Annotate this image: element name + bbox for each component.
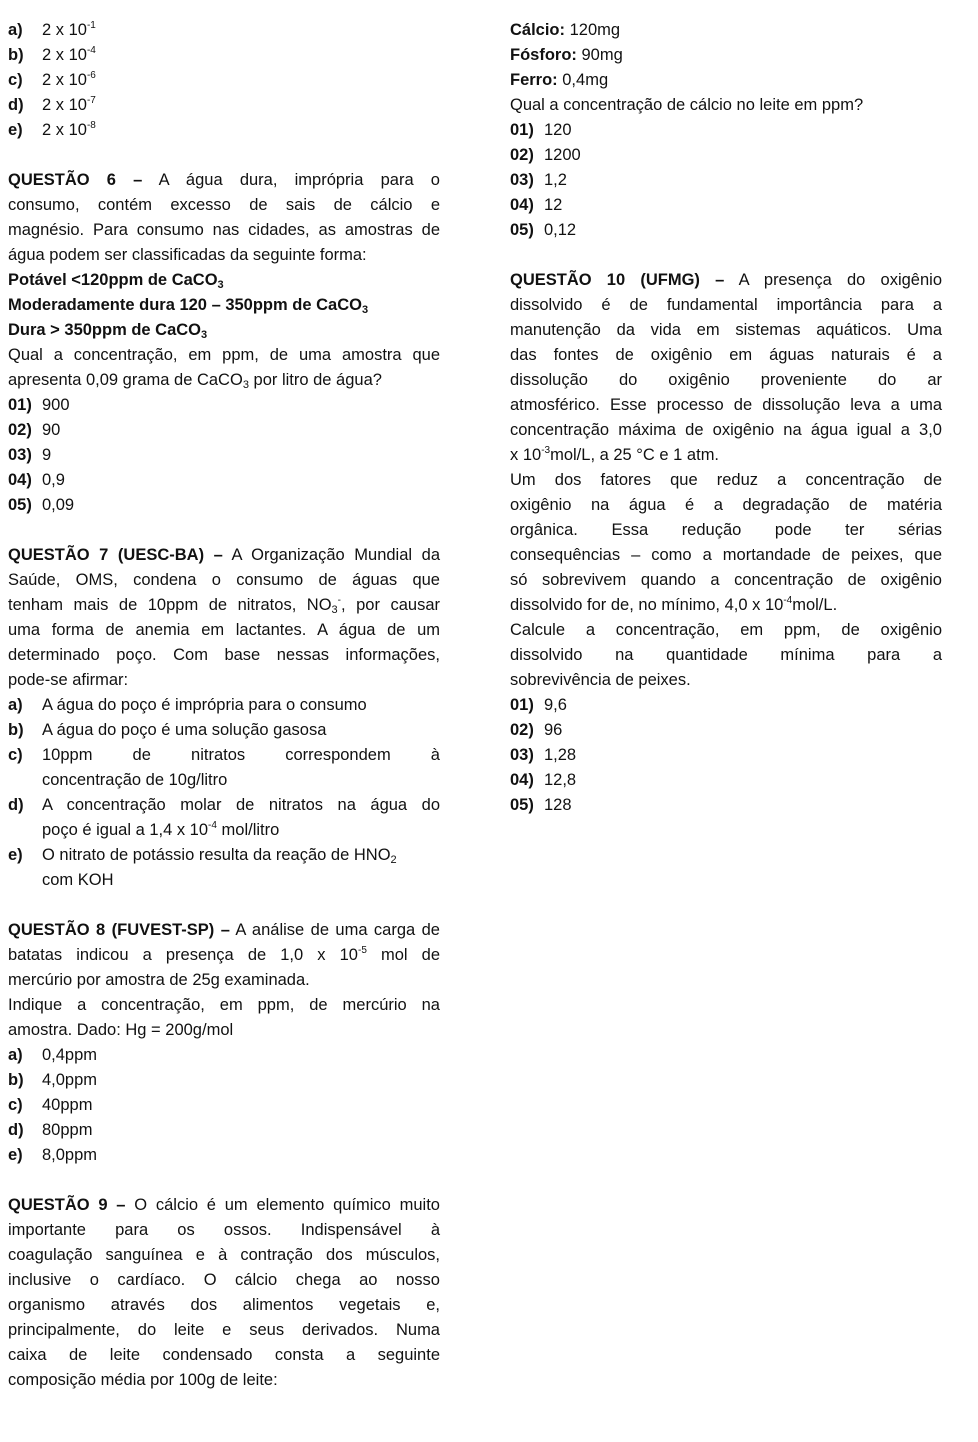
question-10-prompt: dissolvido na quantidade mínima para a	[510, 646, 942, 664]
question-8-prompt: Indique a concentração, em ppm, de mercúrio na	[8, 996, 440, 1014]
list-item: d) A concentração molar de nitratos na água do	[8, 796, 440, 814]
question-6-prompt: Qual a concentração, em ppm, de uma amostra que	[8, 346, 440, 364]
right-column	[510, 18, 942, 818]
list-item: b) 4,0ppm	[8, 1071, 98, 1089]
list-item: c) 40ppm	[8, 1096, 93, 1114]
list-item: 02) 96	[510, 721, 563, 739]
question-9-text: caixa de leite condensado consta a seguinte	[8, 1346, 440, 1364]
question-10-text: dissolução do oxigênio proveniente do ar	[510, 371, 942, 389]
question-7-text: determinado poço. Com base nessas informações,	[8, 646, 440, 664]
question-10-text: atmosférico. Esse processo de dissolução leva a uma	[510, 396, 942, 414]
question-10-text: consequências – como a mortandade de peixes, que	[510, 546, 942, 564]
question-10-text: só sobrevivem quando a concentração de oxigênio	[510, 571, 942, 589]
question-10-text: x $10^{-3}mol/L$, a 25 °C e 1 atm.	[510, 445, 720, 464]
list-item: 02) 1200	[510, 146, 581, 164]
question-10-text: orgânica. Essa redução pode ter sérias	[510, 521, 942, 539]
question-10-text: manutenção da vida em sistemas aquáticos. Uma	[510, 321, 942, 339]
list-item: a) A água do poço é imprópria para o consumo	[8, 696, 367, 714]
question-10-prompt: sobrevivência de peixes.	[510, 671, 691, 689]
list-item: e) 2 x $10^{-8}$	[8, 120, 96, 139]
list-item: 04) 12	[510, 196, 563, 214]
question-7-text: pode-se afirmar:	[8, 671, 129, 689]
question-9-prompt: Qual a concentração de cálcio no leite em ppm?	[510, 96, 864, 114]
question-9-heading: QUESTÃO 9 – O cálcio é um elemento químico muito	[8, 1196, 440, 1214]
question-8-prompt: amostra. Dado: Hg = 200g/mol	[8, 1021, 234, 1039]
list-item: 01) 900	[8, 396, 70, 414]
question-9-text: principalmente, do leite e seus derivados. Numa	[8, 1321, 440, 1339]
list-item: c) 10ppm de nitratos correspondem à	[8, 746, 440, 764]
list-item: 03) 1,28	[510, 746, 577, 764]
list-item: 03) 9	[8, 446, 52, 464]
question-9-text: importante para os ossos. Indispensável à	[8, 1221, 440, 1239]
question-6-text: água podem ser classificadas da seguinte forma:	[8, 246, 367, 264]
list-item: 02) 90	[8, 421, 61, 439]
question-9-text: coagulação sanguínea e à contração dos músculos,	[8, 1246, 440, 1264]
question-10-text: dissolvido for de, no mínimo, 4,0 x $10^{-4}mol/L$.	[510, 595, 838, 614]
class-potavel: Potável <120ppm de CaCO$_3$	[8, 271, 224, 291]
list-item: 04) 12,8	[510, 771, 577, 789]
list-item: 03) 1,2	[510, 171, 567, 189]
question-6-heading: QUESTÃO 6 – A água dura, imprópria para o	[8, 171, 440, 189]
question-10-text: concentração máxima de oxigênio na água igual a 3,0	[510, 421, 942, 439]
list-item: 05) 128	[510, 796, 572, 814]
left-column	[8, 18, 440, 1393]
question-10-prompt: Calcule a concentração, em ppm, de oxigênio	[510, 621, 942, 639]
list-item-continued: com KOH	[42, 871, 114, 889]
question-7-heading: QUESTÃO 7 (UESC-BA) – A Organização Mundial da	[8, 546, 440, 564]
list-item: c) 2 x $10^{-6}$	[8, 70, 96, 89]
question-10-text: das fontes de oxigênio em águas naturais é a	[510, 346, 942, 364]
composition-fosforo: Fósforo: 90mg	[510, 46, 623, 64]
list-item: d) 2 x $10^{-7}$	[8, 95, 96, 114]
question-7-text: tenham mais de 10ppm de nitratos, $NO_3^-$, por causar	[8, 595, 440, 616]
composition-ferro: Ferro: 0,4mg	[510, 71, 609, 89]
list-item: 04) 0,9	[8, 471, 65, 489]
list-item: d) 80ppm	[8, 1121, 93, 1139]
list-item: 01) 9,6	[510, 696, 567, 714]
list-item: b) 2 x $10^{-4}$	[8, 45, 96, 64]
question-9-text: inclusive o cardíaco. O cálcio chega ao nosso	[8, 1271, 440, 1289]
question-8-heading: QUESTÃO 8 (FUVEST-SP) – A análise de uma carga de	[8, 921, 440, 939]
question-6-text: magnésio. Para consumo nas cidades, as amostras de	[8, 221, 440, 239]
list-item: 05) 0,09	[8, 496, 75, 514]
question-8-text: batatas indicou a presença de 1,0 x $10^{-5}$ mol de	[8, 945, 441, 964]
question-9-text: composição média por 100g de leite:	[8, 1371, 278, 1389]
question-8-text: mercúrio por amostra de 25g examinada.	[8, 971, 310, 989]
question-7-text: Saúde, OMS, condena o consumo de águas que	[8, 571, 440, 589]
list-item: a) 0,4ppm	[8, 1046, 98, 1064]
list-item: a) 2 x $10^{-1}$	[8, 20, 96, 39]
composition-calcio: Cálcio: 120mg	[510, 21, 621, 39]
question-10-heading: QUESTÃO 10 (UFMG) – A presença do oxigênio	[510, 271, 942, 289]
question-10-text: dissolvido é de fundamental importância para a	[510, 296, 942, 314]
question-10-text: Um dos fatores que reduz a concentração de	[510, 471, 942, 489]
list-item-continued: poço é igual a 1,4 x $10^{-4}$ mol/litro	[42, 820, 280, 839]
question-10-text: oxigênio na água é a degradação de matéria	[510, 496, 942, 514]
list-item: b) A água do poço é uma solução gasosa	[8, 721, 327, 739]
question-7-text: uma forma de anemia em lactantes. A água de um	[8, 621, 440, 639]
list-item: 01) 120	[510, 121, 572, 139]
list-item: e) 8,0ppm	[8, 1146, 98, 1164]
list-item: e) O nitrato de potássio resulta da reação de $HNO_2$	[8, 846, 397, 866]
class-moderada: Moderadamente dura 120 – 350ppm de CaCO$_3$	[8, 296, 369, 316]
question-9-text: organismo através dos alimentos vegetais e,	[8, 1296, 440, 1314]
question-6-prompt: apresenta 0,09 grama de CaCO$_3$ por litro de água?	[8, 371, 382, 391]
class-dura: Dura > 350ppm de CaCO$_3$	[8, 321, 208, 341]
list-item-continued: concentração de 10g/litro	[42, 771, 228, 789]
list-item: 05) 0,12	[510, 221, 577, 239]
question-6-text: consumo, contém excesso de sais de cálcio e	[8, 196, 440, 214]
